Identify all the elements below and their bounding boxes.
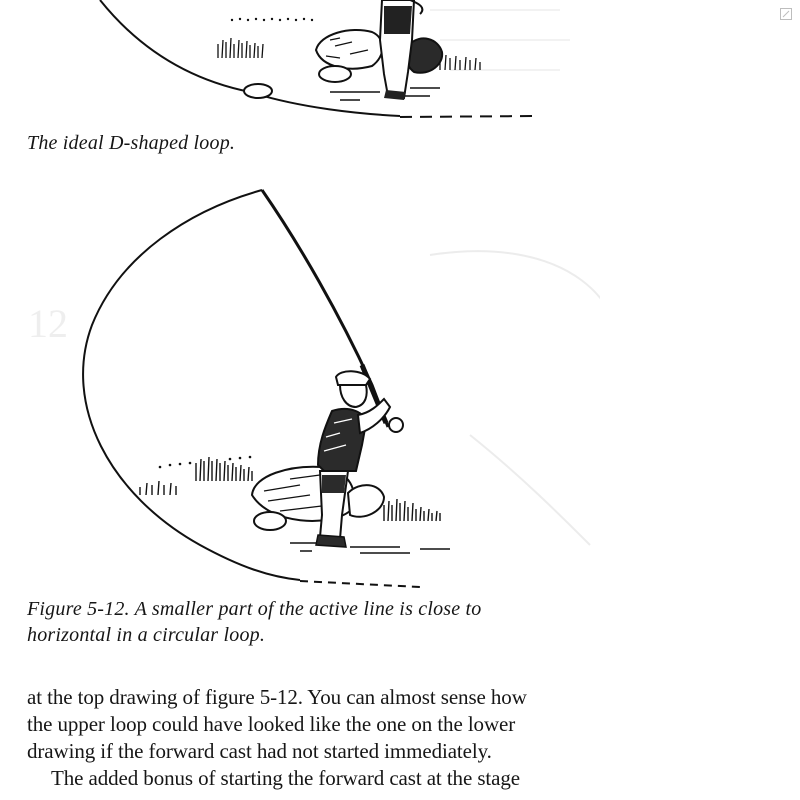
figure-top-illustration	[0, 0, 600, 128]
body-line: the upper loop could have looked like the one on the lower	[27, 712, 516, 736]
figure-top-caption: The ideal D-shaped loop.	[27, 132, 236, 154]
fly-line-dashed-bottom	[300, 581, 420, 587]
fly-line-loop	[100, 0, 250, 92]
small-rock-bottom	[254, 512, 286, 530]
figure-bottom-illustration	[0, 175, 600, 595]
fly-line-dashed	[400, 116, 535, 117]
boulder-left	[316, 30, 383, 69]
body-line: The added bonus of starting the forward cast at the stage	[51, 766, 520, 790]
svg-text:12: 12	[28, 301, 68, 346]
small-rock	[244, 84, 272, 98]
fly-line-lower	[250, 92, 400, 116]
angler-figure	[316, 371, 403, 547]
fly-rod	[262, 190, 388, 427]
caption-line: horizontal in a circular loop.	[27, 624, 266, 646]
figure-bottom-caption	[27, 596, 587, 648]
body-line: drawing if the forward cast had not started immediately.	[27, 739, 492, 763]
body-line: at the top drawing of figure 5-12. You can almost sense how	[27, 685, 527, 709]
caption-line: Figure 5-12. A smaller part of the active line is close to	[27, 598, 482, 620]
body-paragraphs	[27, 684, 587, 792]
expand-icon	[780, 8, 792, 20]
